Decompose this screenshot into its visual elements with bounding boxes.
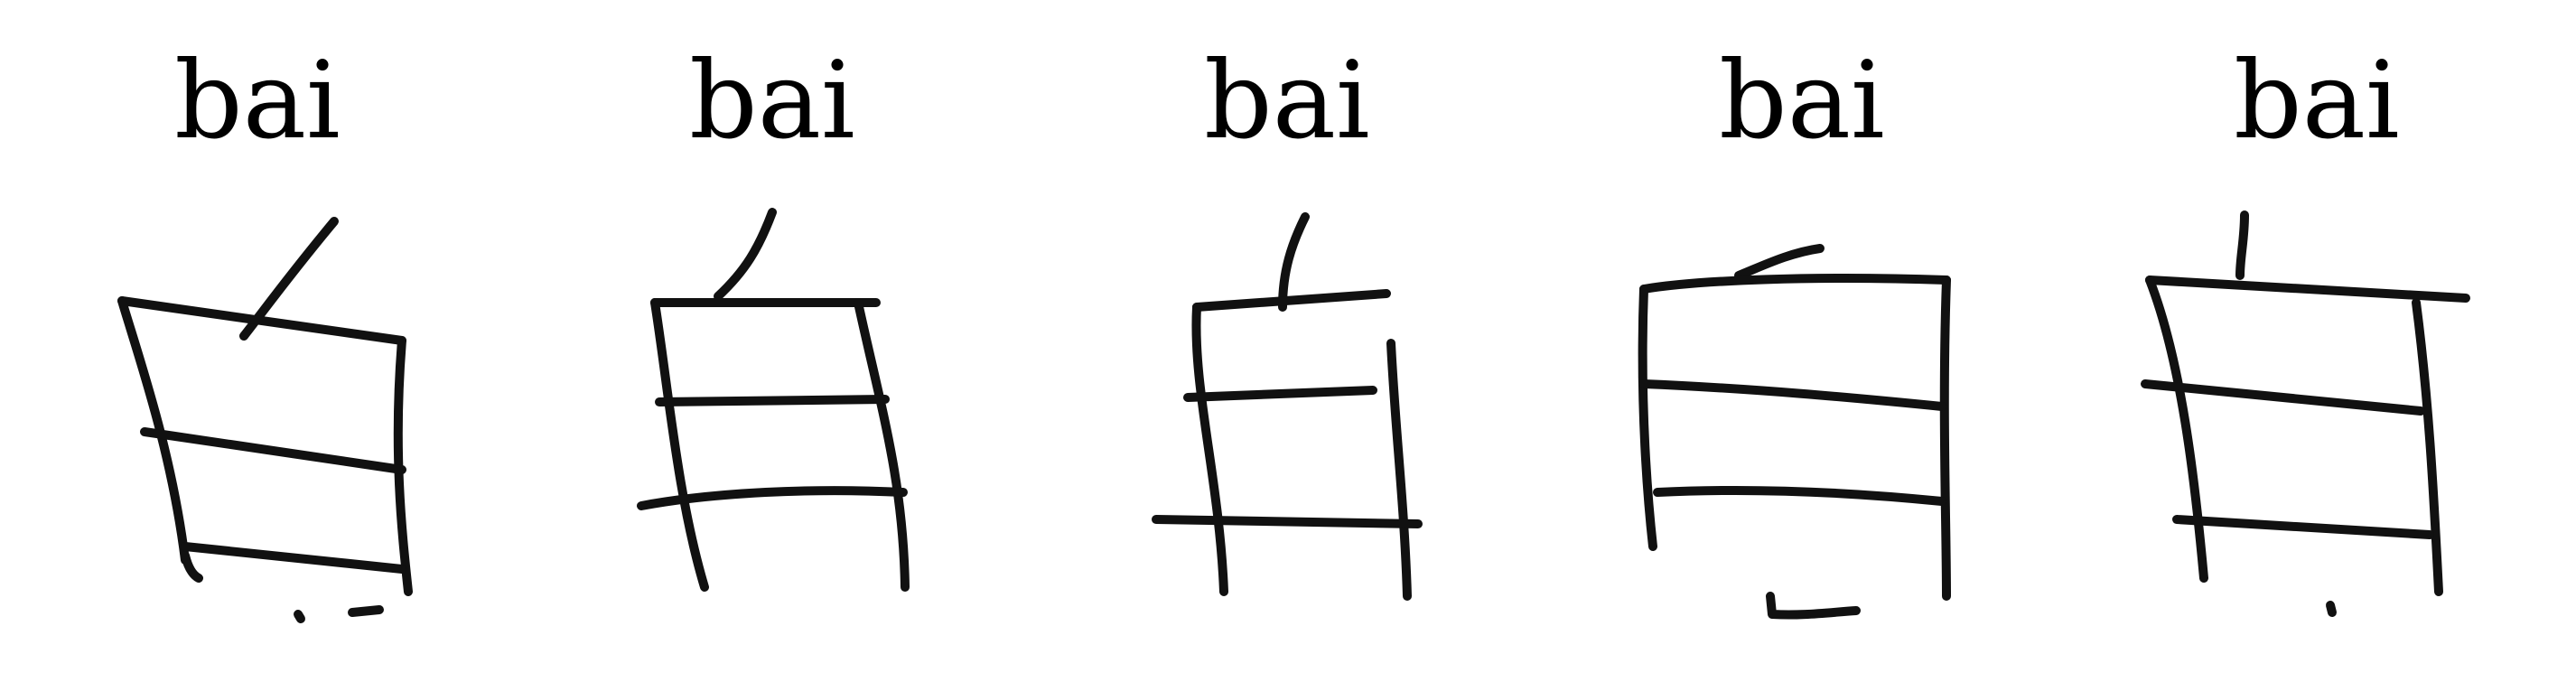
sample-panel-5: [2059, 0, 2574, 682]
sample-label: bai: [1204, 38, 1370, 163]
sample-label: bai: [1719, 38, 1885, 163]
sample-panel-4: [1545, 0, 2059, 682]
sample-panel-1: [0, 0, 515, 682]
handwritten-character-image: [515, 181, 1030, 682]
sample-label: bai: [689, 38, 855, 163]
handwritten-character-image: [1030, 181, 1545, 682]
handwritten-character-image: [0, 181, 515, 682]
handwritten-character-image: [2059, 181, 2574, 682]
sample-panel-2: [515, 0, 1030, 682]
sample-panel-3: [1030, 0, 1545, 682]
sample-label: bai: [174, 38, 341, 163]
sample-label: bai: [2234, 38, 2400, 163]
handwritten-character-image: [1545, 181, 2059, 682]
